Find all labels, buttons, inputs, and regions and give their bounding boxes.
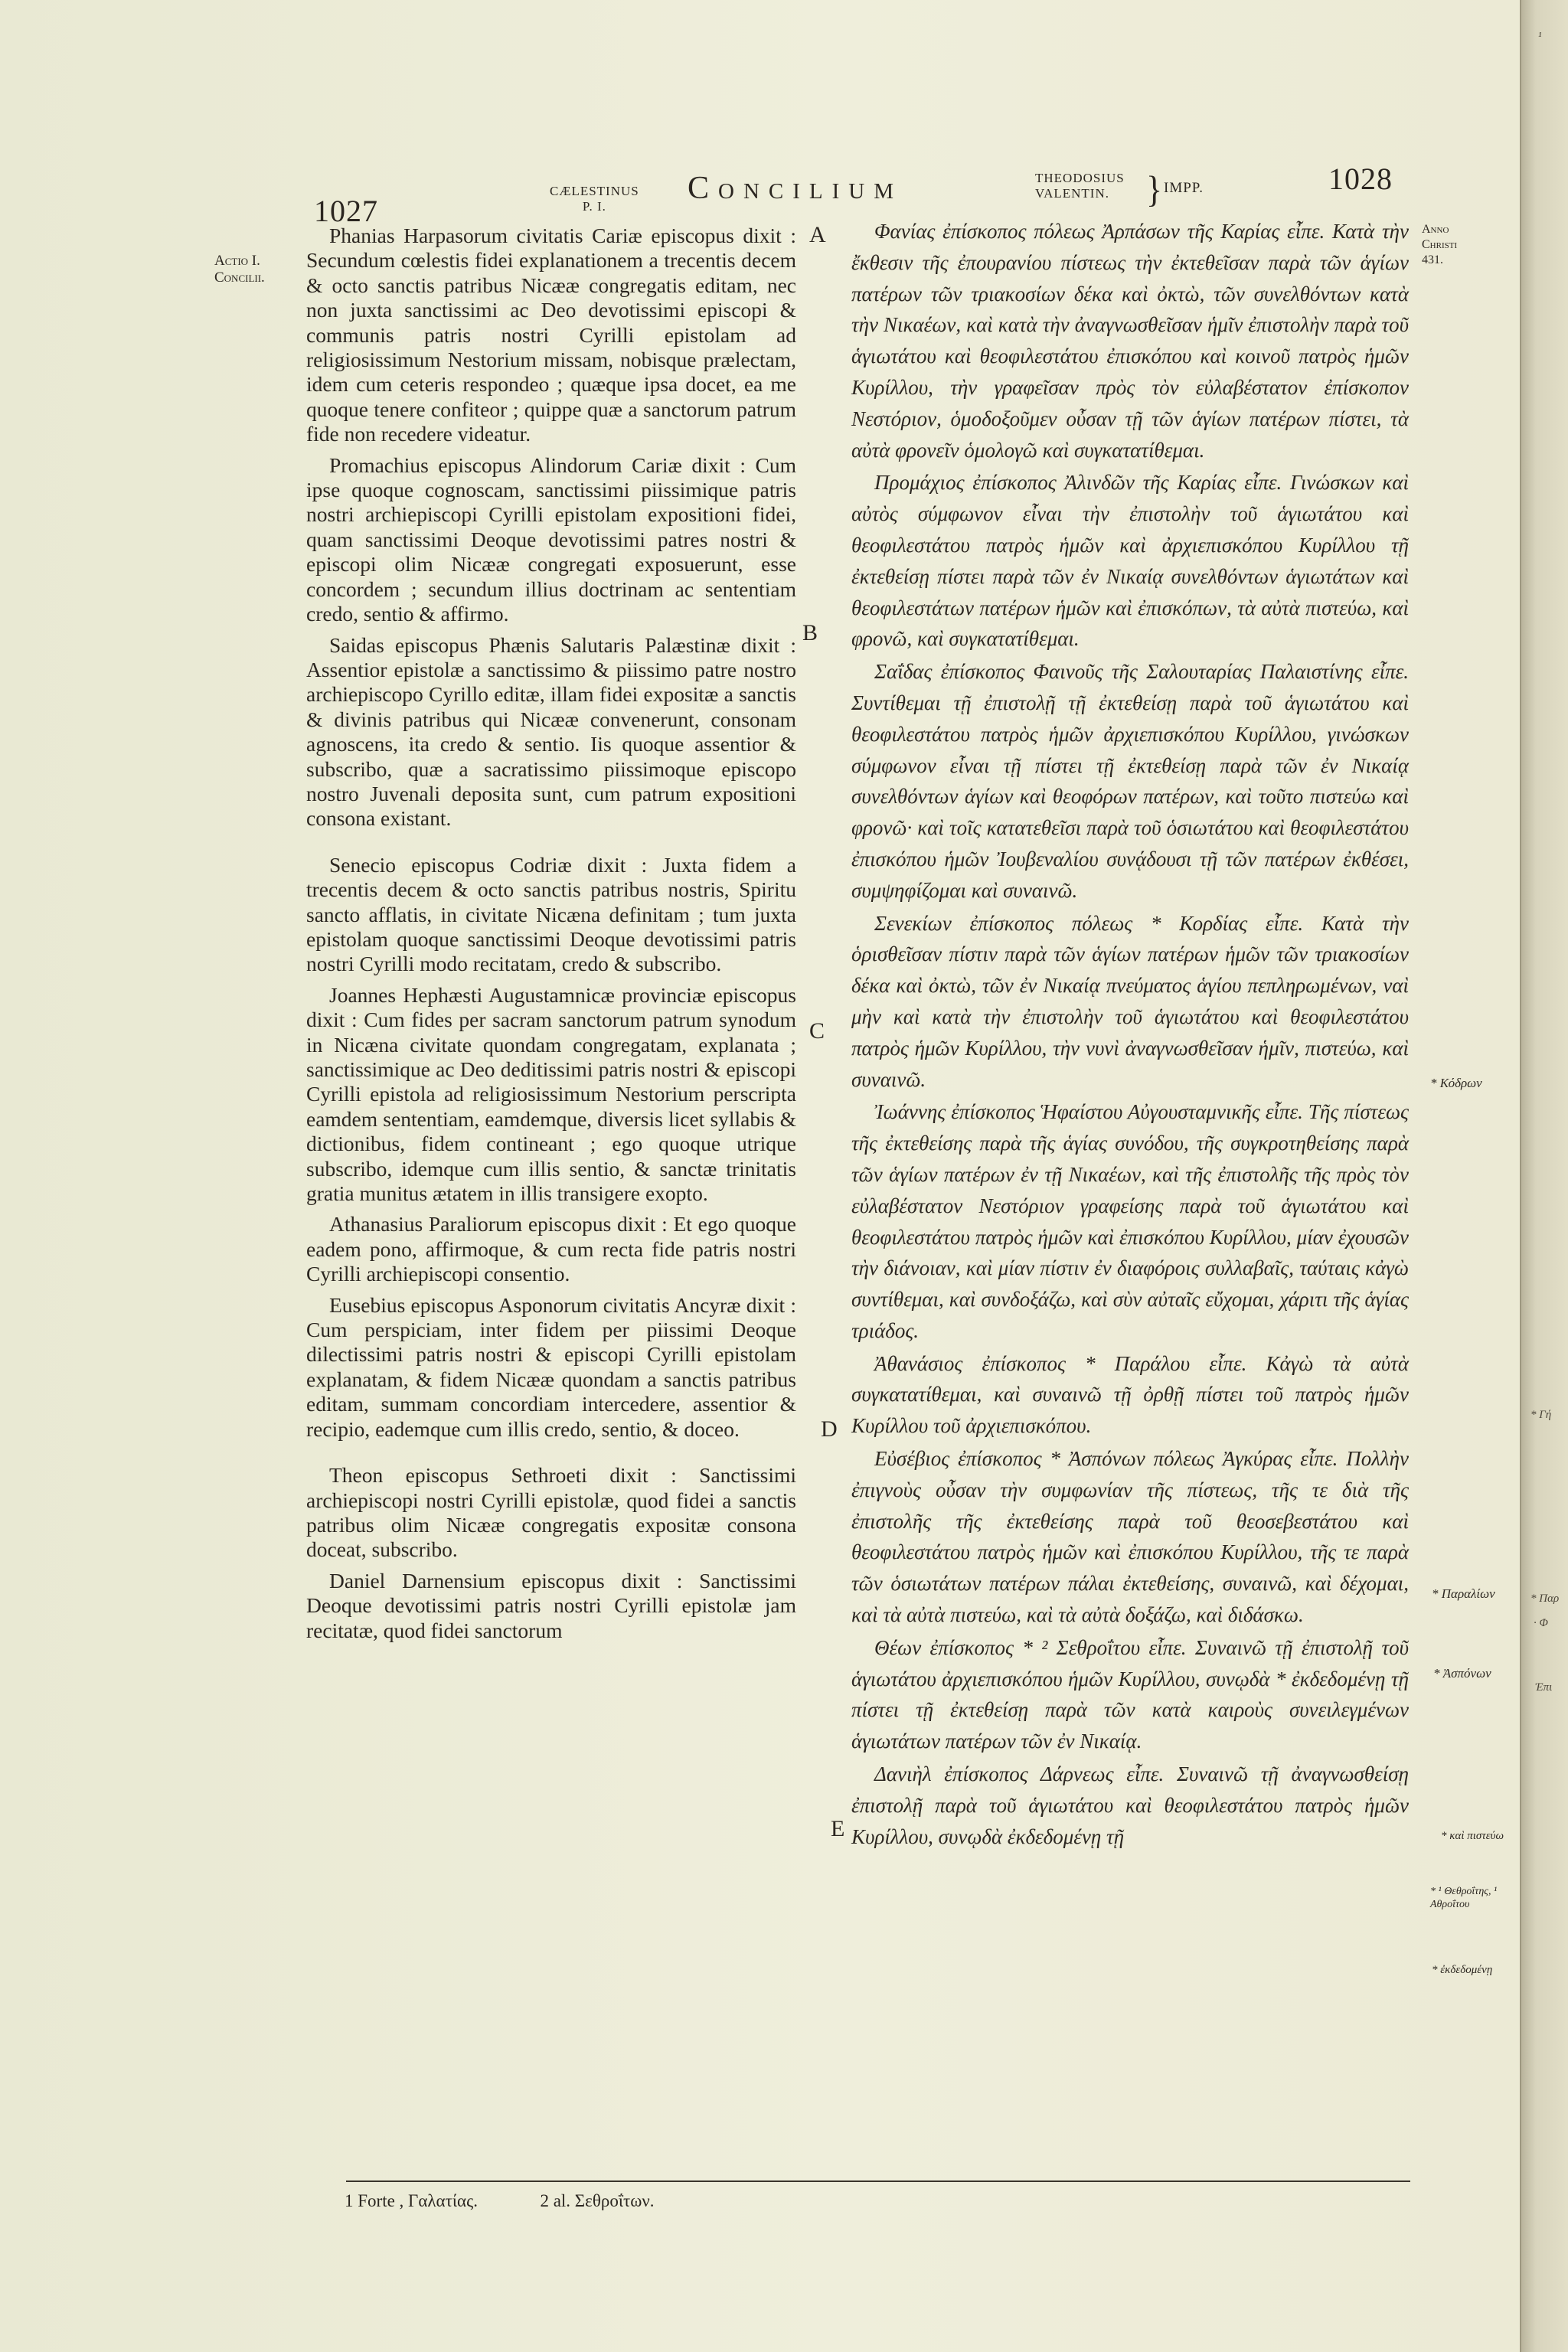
- margin-christi: Christi: [1422, 238, 1458, 251]
- greek-paragraph: Σαΐδας ἐπίσκοπος Φαινοῦς τῆς Σαλουταρίας Παλαιστίνης εἶπε. Συντίθεμαι τῇ ἐπιστολῇ τῇ ἐκτεθείσῃ παρὰ τοῦ ἁγιωτάτου καὶ θεοφιλεστάτου πατρὸς ἡμῶν ἀρχιεπισκόπου Κυρίλλου, γινώσκων σύμφωνον εἶναι τῇ πίστει τῇ ἐκτεθείσῃ παρὰ τῶν ἐν Νικαίᾳ συνελθόντων ἁγίων καὶ θεοφόρων πατέρων, καὶ τοῦτο πιστεύω καὶ φρονῶ· καὶ τοῖς κατατεθεῖσι παρὰ τοῦ ὁσιωτάτου καὶ θεοφιλεστάτου ἐπισκόπου ἡμῶν Ἰουβεναλίου συνᾴδουσι τῇ τῶν πατέρων ἐκθέσει, συμψηφίζομαι καὶ συναινῶ.: [851, 660, 1409, 902]
- section-letter-a: A: [809, 222, 826, 247]
- latin-paragraph: Joannes Hephæsti Augustamnicæ provinciæ episcopus dixit : Cum fides per sacram sanctorum patrum synodum in Nicæna civitate quondam congregatam, explanata ; sanctissimique ac Deo deditissimi patris nostri & episcopi Cyrilli epistola ad religiosissimum Nestorium perscripta eamdem sententiam, eamdemque, diversis licet syllabis & dictionibus, fidem contineant ; ego quoque utrique subscribo, idemque cum illis sentio, & sanctæ trinitatis gratia munitus ætatem in illis transigere exopto.: [306, 982, 796, 1206]
- section-letter-c: C: [809, 1018, 825, 1044]
- edge-mark: ¹: [1538, 31, 1542, 43]
- greek-paragraph: Εὐσέβιος ἐπίσκοπος * Ἀσπόνων πόλεως Ἀγκύρας εἶπε. Πολλὴν ἐπιγνοὺς οὖσαν τὴν συμφωνίαν τῆς πίστεως, τῆς τε διὰ τῆς ἐπιστολῆς τῆς ἐκτεθείσης παρὰ τοῦ θεοσεβεστάτου καὶ θεοφιλεστάτου πατρὸς ἡμῶν καὶ ἐπισκόπου Κυρίλλου, τῆς τε παρὰ τῶν ὁσιωτάτων πατέρων πάλαι ἐκτεθείσης, συναινῶ, καὶ δέχομαι, καὶ τὰ αὐτὰ πιστεύω, καὶ τὰ αὐτὰ δοξάζω, καὶ διδάσκω.: [851, 1447, 1409, 1627]
- edge-mark: Ἐπι: [1535, 1681, 1553, 1694]
- margin-concilii: Concilii.: [214, 270, 265, 286]
- margin-year-label: [1422, 222, 1457, 268]
- margin-year: 431.: [1422, 253, 1443, 266]
- margin-note: * καὶ πιστεύω: [1441, 1830, 1504, 1842]
- margin-note: * Κόδρων: [1430, 1076, 1482, 1090]
- section-letter-b: B: [802, 620, 818, 645]
- page-number-right: 1028: [1328, 162, 1393, 196]
- greek-paragraph: Σενεκίων ἐπίσκοπος πόλεως * Κορδίας εἶπε. Κατὰ τὴν ὁρισθεῖσαν πίστιν παρὰ τῶν ἁγίων πατέρων ἡμῶν τῶν τριακοσίων δέκα καὶ ὀκτὼ, τῶν ἐν Νικαίᾳ πνεύματος ἁγίου πεπληρωμένων, ναὶ μὴν καὶ κατὰ τὴν ἐπιστολὴν τοῦ ἁγιωτάτου καὶ θεοφιλεστάτου πατρὸς ἡμῶν Κυρίλλου, τὴν νυνὶ ἀναγνωσθεῖσαν ἡμῖν, πιστεύω, καὶ συναινῶ.: [851, 911, 1409, 1091]
- edge-mark: * Γή: [1530, 1409, 1552, 1421]
- footnotes: [345, 2191, 655, 2211]
- latin-paragraph: Theon episcopus Sethroeti dixit : Sanctissimi archiepiscopi nostri Cyrilli epistolæ, quod fidei a sanctis patribus olim Nicææ congregatis expositæ consona doceat, subscribo.: [306, 1463, 796, 1562]
- pope-name: CÆLESTINUS: [550, 184, 639, 198]
- header-pope: [550, 184, 639, 214]
- next-page-edge: [1520, 0, 1568, 2352]
- footnote-2: 2 al. Σεθροΐτων.: [540, 2191, 655, 2210]
- emperor-line-2: VALENTIN.: [1035, 186, 1109, 201]
- greek-paragraph: Προμάχιος ἐπίσκοπος Ἀλινδῶν τῆς Καρίας εἶπε. Γινώσκων καὶ αὐτὸς σύμφωνον εἶναι τὴν ἐπιστολὴν τοῦ ἁγιωτάτου καὶ θεοφιλεστάτου πατρὸς ἡμῶν καὶ ἀρχιεπισκόπου Κυρίλλου τῇ ἐκτεθείσῃ πίστει παρὰ τῶν ἐν Νικαίᾳ συνελθόντων ἁγιωτάτων καὶ θεοφιλεστάτων πατέρων ἡμῶν καὶ ἐπισκόπων, τὰ αὐτὰ πιστεύω, καὶ φρονῶ, καὶ συγκατατίθεμαι.: [851, 471, 1409, 651]
- latin-paragraph: Athanasius Paraliorum episcopus dixit : Et ego quoque eadem pono, affirmoque, & cum recta fide patris nostri Cyrilli archiepiscopi consentio.: [306, 1212, 796, 1286]
- brace-glyph: }: [1146, 168, 1163, 211]
- section-letter-e: E: [831, 1816, 845, 1841]
- page-number-left: 1027: [314, 194, 378, 228]
- latin-paragraph: Daniel Darnensium episcopus dixit : Sanctissimi Deoque devotissimi patris nostri Cyrilli epistolæ jam recitatæ, quod fidei sanctorum: [306, 1568, 796, 1642]
- greek-paragraph: Θέων ἐπίσκοπος * ² Σεθροΐτου εἶπε. Συναινῶ τῇ ἐπιστολῇ τοῦ ἁγιωτάτου ἀρχιεπισκόπου ἡμῶν Κυρίλλου, συνῳδὰ * ἐκδεδομένῃ τῇ πίστει τῇ ἐκτεθείσῃ παρὰ τῶν κατὰ καιροὺς συνειλεγμένων ἁγιωτάτων πατέρων τῶν ἐν Νικαίᾳ.: [851, 1635, 1409, 1753]
- margin-session-label: [214, 253, 265, 286]
- latin-paragraph: Senecio episcopus Codriæ dixit : Juxta fidem a trecentis decem & octo sanctis patribus nostris, Spiritu sancto afflatis, in civitate Nicæna definitam ; tum juxta epistolam quoque sanctissimi Deoque devotissimi patris nostri Cyrilli modo recitatam, credo & subscribo.: [306, 852, 796, 976]
- edge-mark: · Φ: [1534, 1617, 1548, 1629]
- edge-mark: * Παρ: [1530, 1592, 1560, 1605]
- latin-paragraph: Promachius episcopus Alindorum Cariæ dixit : Cum ipse quoque cognoscam, sanctissimi piissimique patris nostri archiepiscopi Cyrilli epistolam expositioni fidei, quam sanctissimi Deoque devotissimi patres nostri & episcopi olim Nicææ congregati exposuerunt, esse concordem ; secundum illius doctrinam ac sententiam credo, sentio & affirmo.: [306, 452, 796, 626]
- latin-paragraph: Eusebius episcopus Asponorum civitatis Ancyræ dixit : Cum perspiciam, inter fidem per piissimi Deoque dilectissimi patris nostri & episcopi Cyrilli epistolam explanatam, & fidem Nicææ quondam a sanctis patribus editam, summam concordiam intercedere, assentior & recipio, eademque cum illis credo, sentio, & doceo.: [306, 1292, 796, 1441]
- latin-paragraph: Phanias Harpasorum civitatis Cariæ episcopus dixit : Secundum cœlestis fidei explanationem a trecentis decem & octo sanctis patribus Nicææ congregatis editam, nec non juxta sanctissimi ac Deo devotissimi episcopi & communis patris nostri Cyrilli epistolam ad religiosissimum Nestorium missam, nobisque prælectam, idem cum ceteris respondeo ; quæque ipsa docet, ea me quoque tenere confiteor ; quippe quæ a sanctorum patrum fide non recedere videatur.: [306, 224, 796, 446]
- margin-note: * Ἀσπόνων: [1433, 1666, 1491, 1681]
- greek-paragraph: Δανιὴλ ἐπίσκοπος Δάρνεως εἶπε. Συναινῶ τῇ ἀναγνωσθείσῃ ἐπιστολῇ παρὰ τοῦ ἁγιωτάτου καὶ θεοφιλεστάτου πατρὸς ἡμῶν Κυρίλλου, συνῳδὰ ἐκδεδομένῃ τῇ: [851, 1762, 1409, 1848]
- section-letter-d: D: [821, 1416, 838, 1442]
- latin-column: [306, 224, 796, 1643]
- greek-paragraph: Ἀθανάσιος ἐπίσκοπος * Παράλου εἶπε. Κἀγὼ τὰ αὐτὰ συγκατατίθεμαι, καὶ συναινῶ τῇ ὀρθῇ πίστει τοῦ πατρὸς ἡμῶν Κυρίλλου τοῦ ἀρχιεπισκόπου.: [851, 1351, 1409, 1438]
- emperor-line-1: THEODOSIUS: [1035, 171, 1125, 185]
- header-emperors: [1035, 171, 1125, 201]
- footnote-rule: [346, 2180, 1410, 2182]
- pope-number: P. I.: [582, 199, 606, 214]
- margin-note: * ἐκδεδομένῃ: [1432, 1964, 1493, 1976]
- greek-paragraph: Ἰωάννης ἐπίσκοπος Ἡφαίστου Αὐγουσταμνικῆς εἶπε. Τῆς πίστεως τῆς ἐκτεθείσης παρὰ τῆς ἁγίας συνόδου, τῆς συγκροτηθείσης παρὰ τῶν ἁγίων πατέρων ἐν τῇ Νικαέων, καὶ τῆς ἐπιστολῆς τῆς πρὸς τὸν εὐλαβέστατον Νεστόριον γραφείσης παρὰ τοῦ ἁγιωτάτου καὶ θεοφιλεστάτου πατρὸς ἡμῶν καὶ ἐπισκόπου Κυρίλλου, μίαν ἐχουσῶν τὴν διάνοιαν, καὶ μίαν πίστιν ἐν διαφόροις συλλαβαῖς, ταύταις κἀγὼ συντίθεμαι, καὶ συνδοξάζω, καὶ σὺν αὐταῖς εὔχομαι, χάριτι τῆς ἁγίας τριάδος.: [851, 1100, 1409, 1342]
- page-title: Concilium: [688, 171, 903, 206]
- latin-paragraph: Saidas episcopus Phænis Salutaris Palæstinæ dixit : Assentior epistolæ a sanctissimo & piissimo patre nostro archiepiscopo Cyrillo editæ, illam fidei expositæ a sanctis & divinis patribus qui Nicææ convenerunt, consonam agnoscens, ita credo & sentio. Iis quoque assentior & subscribo, quæ a sacratissimo piissimoque episcopo nostro Juvenali deposita sunt, cum patrum expositioni consona existant.: [306, 632, 796, 831]
- greek-column: [851, 216, 1409, 1852]
- margin-note: * ¹ Θεθροΐτης, ¹ Αθροΐτου: [1430, 1886, 1498, 1910]
- margin-actio: Actio I.: [214, 253, 260, 269]
- margin-anno: Anno: [1422, 223, 1449, 236]
- greek-paragraph: Φανίας ἐπίσκοπος πόλεως Ἀρπάσων τῆς Καρίας εἶπε. Κατὰ τὴν ἔκθεσιν τῆς ἐπουρανίου πίστεως τὴν ἐκτεθεῖσαν παρὰ τῶν ἁγίων πατέρων τῶν τριακοσίων δέκα καὶ ὀκτὼ, τῶν συνελθόντων κατὰ τὴν Νικαέων, καὶ κατὰ τὴν ἀναγνωσθεῖσαν ἡμῖν ἐπιστολὴν παρὰ τοῦ ἁγιωτάτου καὶ θεοφιλεστάτου ἐπισκόπου καὶ κοινοῦ πατρὸς ἡμῶν Κυρίλλου, τὴν γραφεῖσαν πρὸς τὸν εὐλαβέστατον ἐπίσκοπον Νεστόριον, ὁμοδοξοῦμεν οὖσαν τῇ τῶν ἁγίων πατέρων πίστει, τὰ αὐτὰ φρονεῖν ὁμολογῶ καὶ συγκατατίθεμαι.: [851, 220, 1409, 462]
- margin-note: * Παραλίων: [1432, 1586, 1495, 1601]
- footnote-1: 1 Forte , Γαλατίας.: [345, 2191, 478, 2210]
- header-imp: IMPP.: [1164, 180, 1204, 196]
